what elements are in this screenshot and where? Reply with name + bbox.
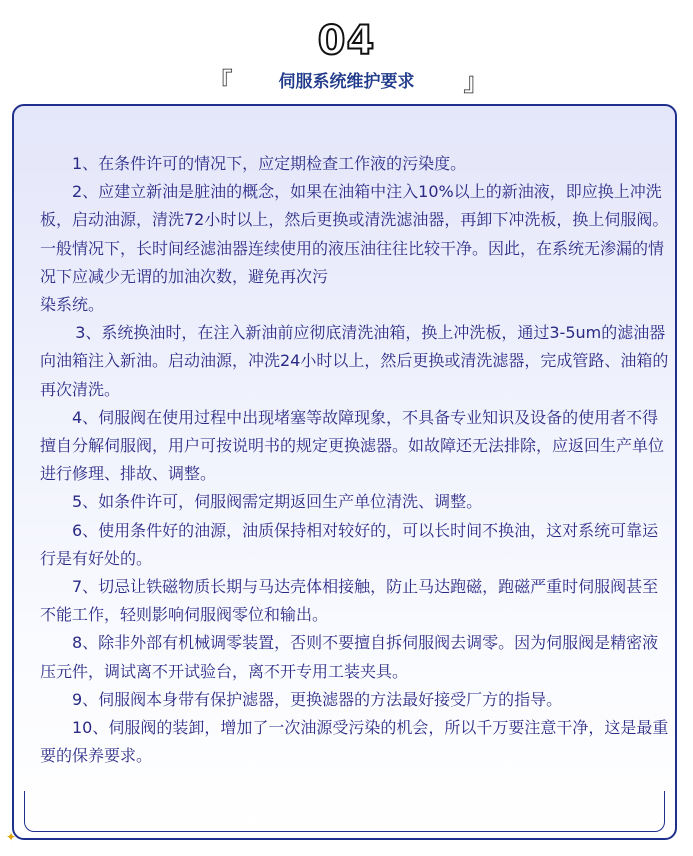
list-item: 1、在条件许可的情况下，应定期检查工作液的污染度。 xyxy=(72,154,467,173)
left-bracket: 『 xyxy=(207,68,234,98)
list-item: 7、切忌让铁磁物质长期与马达壳体相接触，防止马达跑磁，跑磁严重时伺服阀甚至不能工作，轻则影响伺服阀零位和输出。 xyxy=(40,577,659,625)
list-item: 10、伺服阀的装卸，增加了一次油源受污染的机会，所以千万要注意干净，这是最重要的保养要求。 xyxy=(40,718,669,766)
content-card xyxy=(12,104,677,840)
list-item: 6、使用条件好的油源，油质保持相对较好的，可以长时间不换油，这对系统可靠运行是有好处的。 xyxy=(40,520,659,568)
list-item: 9、伺服阀本身带有保护滤器，更换滤器的方法最好接受厂方的指导。 xyxy=(72,689,563,709)
right-bracket: 』 xyxy=(463,68,490,98)
maintenance-list xyxy=(40,150,670,770)
section-title-row xyxy=(0,62,693,96)
list-item: 2、应建立新油是脏油的概念，如果在油箱中注入10%以上的新油液，即应换上冲洗板，启动油源，清洗72小时以上，然后更换或清洗滤油器，再卸下冲洗板，换上伺服阀。一般情况下，长时间经滤油器连续使用的液压油往往比较干净。因此，在系统无渗漏的情况下应减少无谓的加油次数，避免再次污 xyxy=(40,182,669,286)
section-number: 04 xyxy=(317,18,376,64)
list-item: 5、如条件许可，伺服阀需定期返回生产单位清洗、调整。 xyxy=(72,492,483,512)
list-item: 8、除非外部有机械调零装置，否则不要擅自拆伺服阀去调零。因为伺服阀是精密液压元件，调试离不开试验台，离不开专用工装夹具。 xyxy=(40,633,659,681)
sparkle-icon: ✦ xyxy=(6,830,17,844)
section-title: 伺服系统维护要求 xyxy=(278,72,415,92)
list-item: 3、系统换油时，在注入新油前应彻底清洗油箱，换上冲洗板，通过3-5um的滤油器向油箱注入新油。启动油源，冲洗24小时以上，然后更换或清洗滤器，完成管路、油箱的再次清洗。 xyxy=(40,323,669,399)
list-item-continuation: 染系统。 xyxy=(40,295,105,315)
list-item: 4、伺服阀在使用过程中出现堵塞等故障现象，不具备专业知识及设备的使用者不得擅自分解伺服阀，用户可按说明书的规定更换滤器。如故障还无法排除，应返回生产单位进行修理、排故、调整。 xyxy=(40,407,665,484)
